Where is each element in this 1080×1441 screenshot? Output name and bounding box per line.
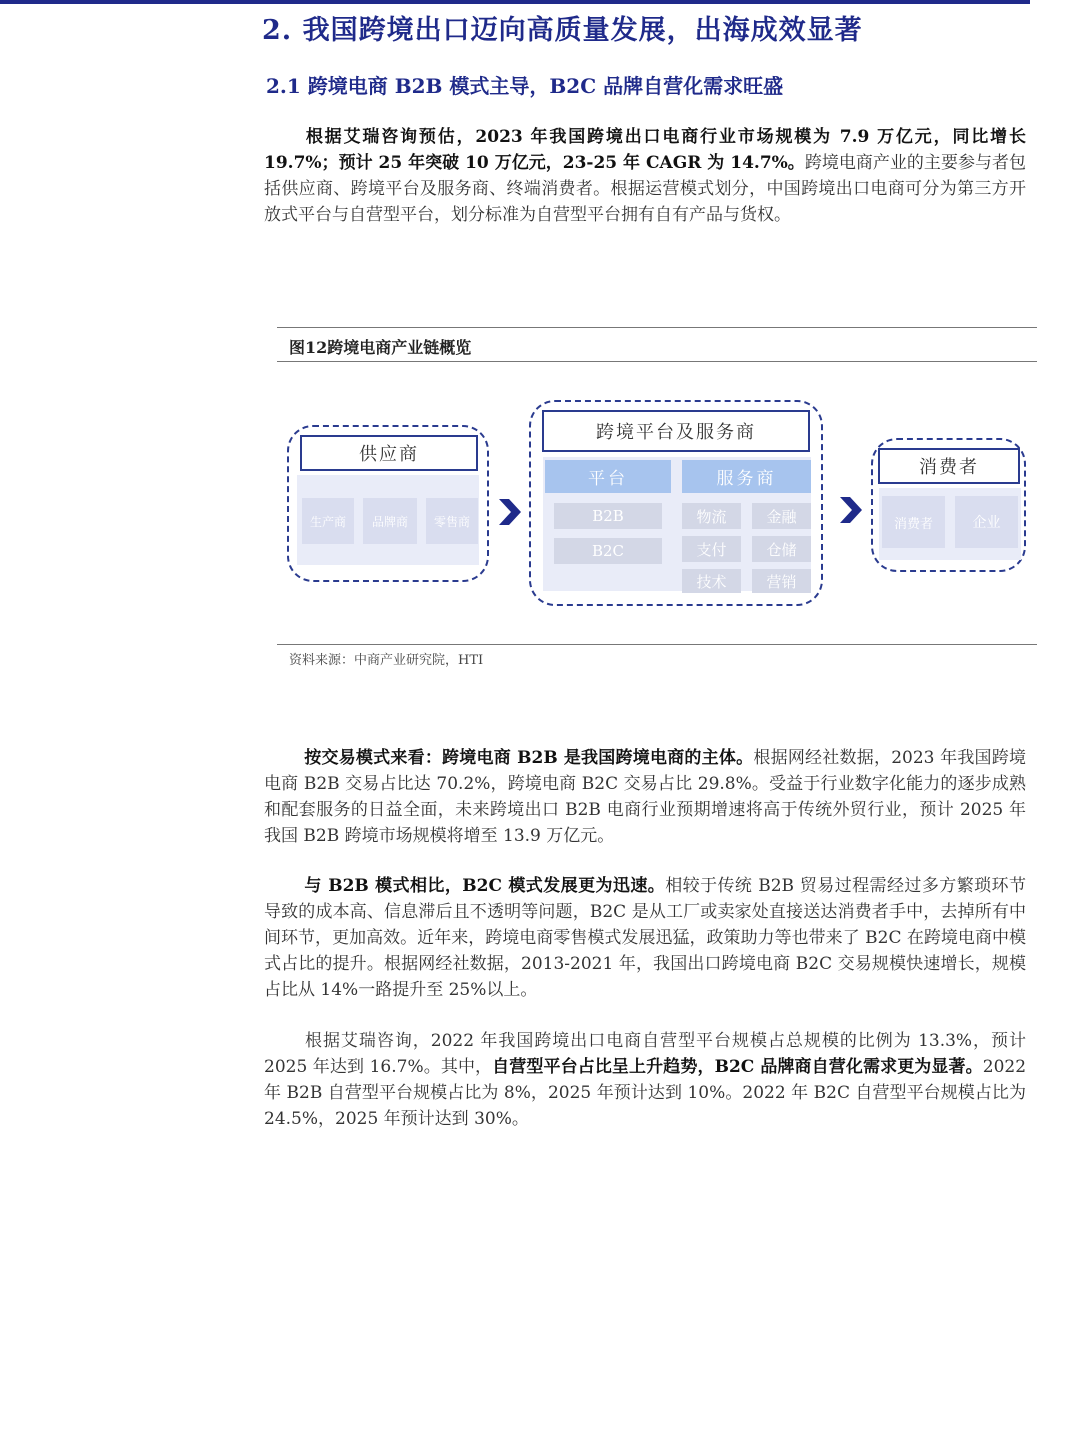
service-item-warehousing: 仓储 <box>752 536 811 562</box>
figure-top-rule <box>277 327 1037 328</box>
paragraph-market-size <box>264 124 1026 228</box>
figure-bottom-rule <box>277 644 1037 645</box>
supplier-group <box>287 425 489 582</box>
supplier-title: 供应商 <box>300 435 478 471</box>
service-item-marketing: 营销 <box>752 569 811 593</box>
paragraph-b2c-growth <box>264 873 1026 1003</box>
service-item-finance: 金融 <box>752 503 811 529</box>
figure-title: 图12跨境电商产业链概览 <box>289 338 472 357</box>
supplier-item-brand: 品牌商 <box>363 498 417 544</box>
paragraph-bold: 按交易模式来看：跨境电商 B2B 是我国跨境电商的主体。 <box>304 748 754 768</box>
service-label: 服务商 <box>682 460 811 493</box>
supplier-item-producer: 生产商 <box>302 498 354 544</box>
paragraph-bold: 自营型平台占比呈上升趋势，B2C 品牌商自营化需求更为显著。 <box>492 1057 983 1077</box>
figure-source: 资料来源：中商产业研究院，HTI <box>289 653 484 668</box>
platform-label: 平台 <box>545 460 671 493</box>
service-item-logistics: 物流 <box>682 503 741 529</box>
paragraph-text: 根据艾瑞咨询，2022 年我国跨境出口电商自营型平台规模占总规模的比例为 13.3%，预计 2025 年达到 16.7%。其中， <box>264 1031 1026 1077</box>
consumer-group <box>871 438 1026 572</box>
paragraph-text: 相较于传统 B2B 贸易过程需经过多方繁琐环节导致的成本高、信息滞后且不透明等问题，B2C 是从工厂或卖家处直接送达消费者手中，去掉所有中间环节，更加高效。近年来，跨境电商零售模式发展迅猛，政策助力等也带来了 B2C 在跨境电商中模式占比的提升。根据网经社数据，2013-2021 年，我国出口跨境电商 B2C 交易规模快速增长，规模占比从 14%一路提升至 25%以上。 <box>264 876 1026 1000</box>
supplier-item-retailer: 零售商 <box>426 498 478 544</box>
chevron-right-icon <box>497 497 525 527</box>
paragraph-bold: 与 B2B 模式相比，B2C 模式发展更为迅速。 <box>304 876 666 896</box>
platform-item-b2b: B2B <box>554 503 662 529</box>
platform-item-b2c: B2C <box>554 538 662 564</box>
consumer-item-consumer: 消费者 <box>882 496 945 548</box>
consumer-item-enterprise: 企业 <box>955 496 1018 548</box>
paragraph-self-operated <box>264 1028 1026 1132</box>
platform-title: 跨境平台及服务商 <box>542 410 810 452</box>
figure-title-rule <box>277 361 1037 362</box>
service-item-technology: 技术 <box>682 569 741 593</box>
top-rule <box>0 0 1030 4</box>
platform-group <box>529 400 823 606</box>
paragraph-trade-mode <box>264 745 1026 849</box>
chevron-right-icon <box>838 495 866 525</box>
section-heading: 2. 我国跨境出口迈向高质量发展，出海成效显著 <box>262 15 863 46</box>
paragraph-bold: 根据艾瑞咨询预估，2023 年我国跨境出口电商行业市场规模为 7.9 万亿元，同比增长 19.7%；预计 25 年突破 10 万亿元，23-25 年 CAGR 为 14.7%。 <box>264 127 1026 173</box>
subsection-heading: 2.1 跨境电商 B2B 模式主导，B2C 品牌自营化需求旺盛 <box>266 74 784 98</box>
paragraph-text-2: 2022 年 B2B 自营型平台规模占比为 8%，2025 年预计达到 10%。2022 年 B2C 自营型平台规模占比为 24.5%，2025 年预计达到 30%。 <box>264 1057 1027 1129</box>
service-item-payment: 支付 <box>682 536 741 562</box>
paragraph-text: 跨境电商产业的主要参与者包括供应商、跨境平台及服务商、终端消费者。根据运营模式划分，中国跨境出口电商可分为第三方开放式平台与自营型平台，划分标准为自营型平台拥有自有产品与货权。 <box>264 153 1026 225</box>
consumer-title: 消费者 <box>878 448 1020 484</box>
paragraph-text: 根据网经社数据，2023 年我国跨境电商 B2B 交易占比达 70.2%，跨境电商 B2C 交易占比 29.8%。受益于行业数字化能力的逐步成熟和配套服务的日益全面，未来跨境出口 B2B 电商行业预期增速将高于传统外贸行业，预计 2025 年我国 B2B 跨境市场规模将增至 13.9 万亿元。 <box>264 748 1027 846</box>
